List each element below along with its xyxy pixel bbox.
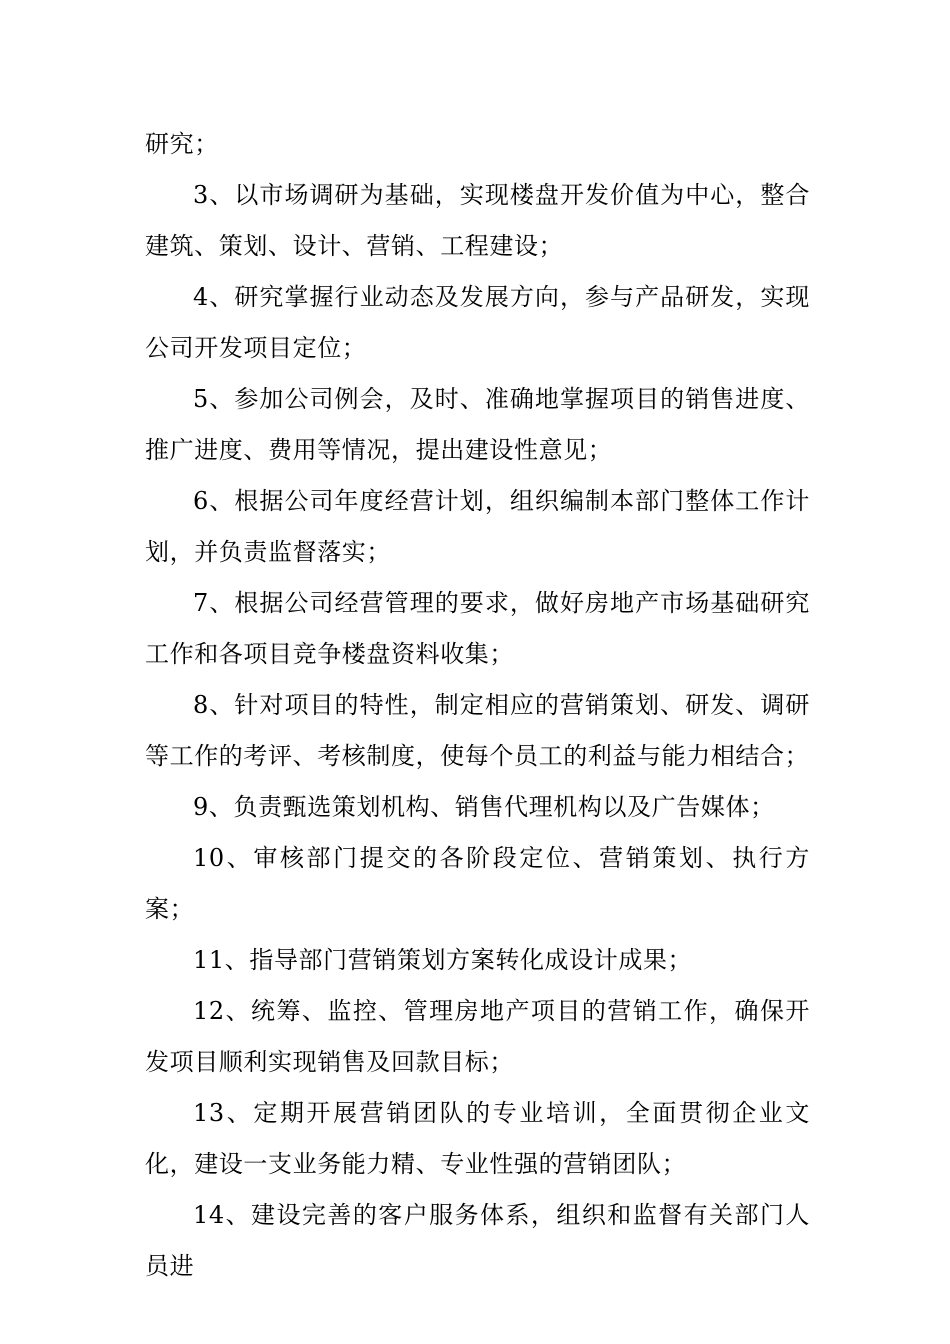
paragraph-item-4: 4、研究掌握行业动态及发展方向，参与产品研发，实现公司开发项目定位； (145, 283, 810, 362)
document-body (145, 119, 810, 1292)
paragraph-item-8: 8、针对项目的特性，制定相应的营销策划、研发、调研等工作的考评、考核制度，使每个员工的利益与能力相结合； (145, 691, 810, 770)
paragraph-continuation: 研究； (145, 130, 219, 158)
paragraph-item-9: 9、负责甄选策划机构、销售代理机构以及广告媒体； (193, 793, 775, 821)
paragraph-item-10: 10、审核部门提交的各阶段定位、营销策划、执行方案； (145, 844, 810, 923)
paragraph-item-12: 12、统筹、监控、管理房地产项目的营销工作，确保开发项目顺利实现销售及回款目标； (145, 997, 810, 1076)
paragraph-item-13: 13、定期开展营销团队的专业培训，全面贯彻企业文化，建设一支业务能力精、专业性强的营销团队； (145, 1099, 810, 1178)
paragraph-item-11: 11、指导部门营销策划方案转化成设计成果； (193, 946, 693, 974)
paragraph-item-7: 7、根据公司经营管理的要求，做好房地产市场基础研究工作和各项目竞争楼盘资料收集； (145, 589, 810, 668)
paragraph-item-6: 6、根据公司年度经营计划，组织编制本部门整体工作计划，并负责监督落实； (145, 487, 810, 566)
paragraph-item-3: 3、以市场调研为基础，实现楼盘开发价值为中心，整合建筑、策划、设计、营销、工程建设； (145, 181, 810, 260)
paragraph-item-5: 5、参加公司例会，及时、准确地掌握项目的销售进度、推广进度、费用等情况，提出建设性意见； (145, 385, 810, 464)
paragraph-item-14: 14、建设完善的客户服务体系，组织和监督有关部门人员进 (145, 1201, 810, 1280)
